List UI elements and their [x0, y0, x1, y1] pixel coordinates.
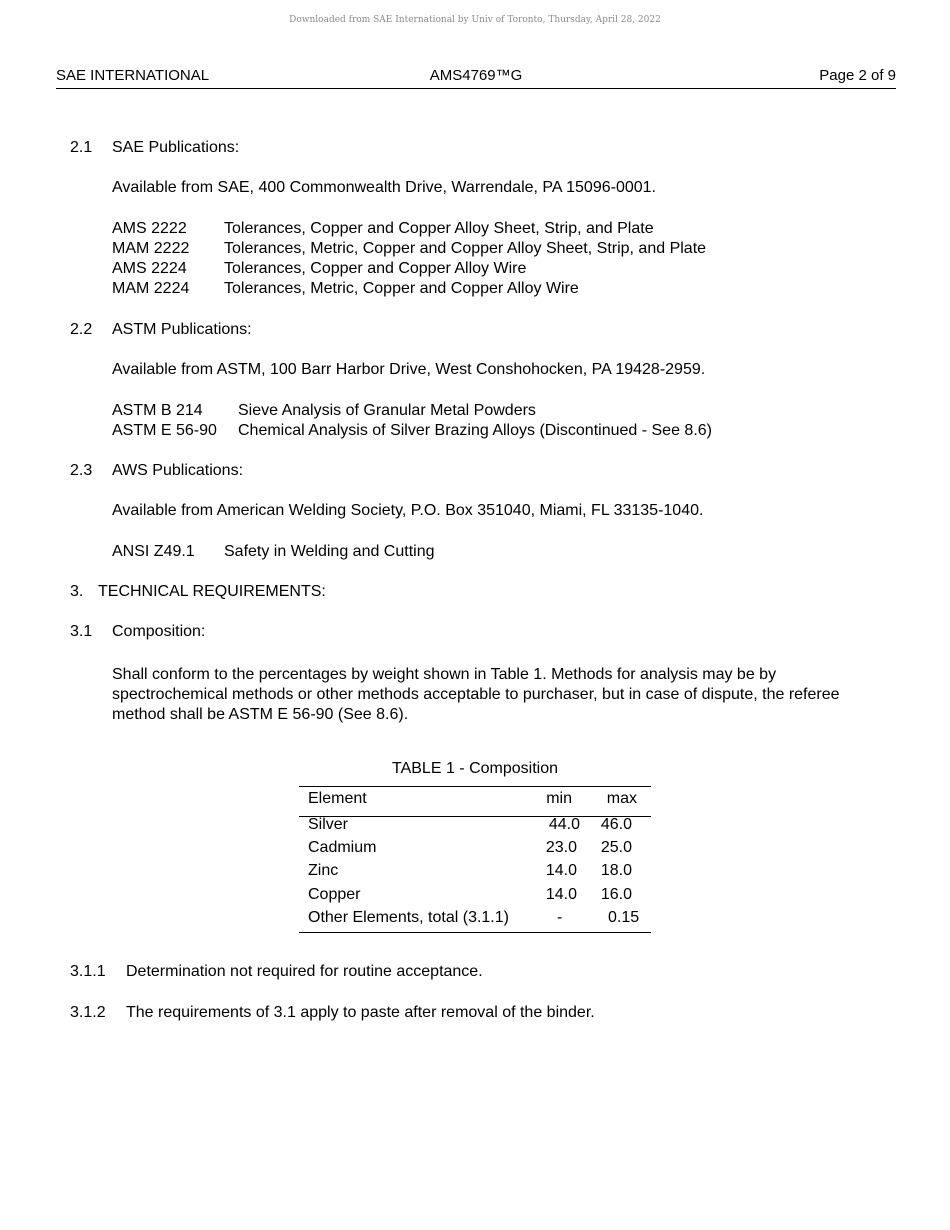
- section-3-1-2-text: The requirements of 3.1 apply to paste after removal of the binder.: [126, 1004, 595, 1021]
- table-cell-min: 14.0: [545, 886, 577, 903]
- table-bottom-rule: [299, 932, 651, 933]
- section-3-1-1-text: Determination not required for routine acceptance.: [126, 963, 483, 980]
- table-cell-element: Cadmium: [308, 839, 377, 856]
- table-cell-max: 46.0: [600, 816, 632, 833]
- table-cell-max: 0.15: [608, 909, 640, 926]
- table-cell-element: Other Elements, total (3.1.1): [308, 909, 509, 926]
- section-3-1-title: Composition:: [112, 623, 206, 640]
- reference-description: Tolerances, Metric, Copper and Copper Alloy Wire: [224, 280, 579, 297]
- section-2-3-number: 2.3: [70, 462, 93, 479]
- download-watermark: Downloaded from SAE International by Univ of Toronto, Thursday, April 28, 2022: [289, 15, 661, 25]
- reference-code: AMS 2222: [112, 220, 187, 237]
- section-3-1-1-number: 3.1.1: [70, 963, 106, 980]
- table-cell-min: -: [557, 909, 563, 926]
- page-header: [56, 68, 896, 89]
- table-cell-min: 23.0: [545, 839, 577, 856]
- section-3-1-paragraph: Shall conform to the percentages by weight shown in Table 1. Methods for analysis may be by spectrochemical methods or other methods acceptable to purchaser, but in case of dispute, the referee method shall be ASTM E 56-90 (See 8.6).: [112, 666, 840, 723]
- section-2-2-availability: Available from ASTM, 100 Barr Harbor Drive, West Conshohocken, PA 19428-2959.: [112, 361, 706, 378]
- reference-code: ASTM B 214: [112, 402, 203, 419]
- reference-code: MAM 2222: [112, 240, 190, 257]
- table-cell-min: 14.0: [545, 862, 577, 879]
- header-organization: SAE INTERNATIONAL: [56, 67, 210, 84]
- table-header-element: Element: [308, 790, 367, 807]
- reference-code: ANSI Z49.1: [112, 543, 195, 560]
- reference-description: Safety in Welding and Cutting: [224, 543, 435, 560]
- reference-code: MAM 2224: [112, 280, 190, 297]
- table-cell-element: Copper: [308, 886, 361, 903]
- header-document-number: AMS4769™G: [429, 67, 523, 84]
- table-cell-element: Silver: [308, 816, 349, 833]
- table-cell-element: Zinc: [308, 862, 339, 879]
- reference-description: Sieve Analysis of Granular Metal Powders: [238, 402, 536, 419]
- reference-description: Chemical Analysis of Silver Brazing Alloys (Discontinued - See 8.6): [238, 422, 712, 439]
- section-2-1-availability: Available from SAE, 400 Commonwealth Drive, Warrendale, PA 15096-0001.: [112, 179, 656, 196]
- section-3-title: TECHNICAL REQUIREMENTS:: [98, 583, 326, 600]
- table-header-min: min: [546, 790, 572, 807]
- table-header-max: max: [606, 790, 637, 807]
- section-2-1-title: SAE Publications:: [112, 139, 240, 156]
- table-cell-max: 25.0: [600, 839, 632, 856]
- table-cell-max: 18.0: [600, 862, 632, 879]
- header-page-number: Page 2 of 9: [819, 67, 896, 84]
- table-1-caption: TABLE 1 - Composition: [392, 760, 558, 777]
- reference-description: Tolerances, Copper and Copper Alloy Wire: [224, 260, 527, 277]
- reference-description: Tolerances, Copper and Copper Alloy Sheet, Strip, and Plate: [224, 220, 654, 237]
- section-2-1-number: 2.1: [70, 139, 93, 156]
- table-cell-max: 16.0: [600, 886, 632, 903]
- reference-code: ASTM E 56-90: [112, 422, 217, 439]
- section-2-2-title: ASTM Publications:: [112, 321, 252, 338]
- section-2-3-title: AWS Publications:: [112, 462, 244, 479]
- reference-code: AMS 2224: [112, 260, 187, 277]
- reference-description: Tolerances, Metric, Copper and Copper Alloy Sheet, Strip, and Plate: [224, 240, 707, 257]
- table-top-rule: [299, 786, 651, 787]
- table-cell-min: 44.0: [548, 816, 580, 833]
- section-3-1-2-number: 3.1.2: [70, 1004, 106, 1021]
- section-2-3-availability: Available from American Welding Society, P.O. Box 351040, Miami, FL 33135-1040.: [112, 502, 704, 519]
- section-3-1-number: 3.1: [70, 623, 93, 640]
- section-2-2-number: 2.2: [70, 321, 93, 338]
- section-3-number: 3.: [70, 583, 84, 600]
